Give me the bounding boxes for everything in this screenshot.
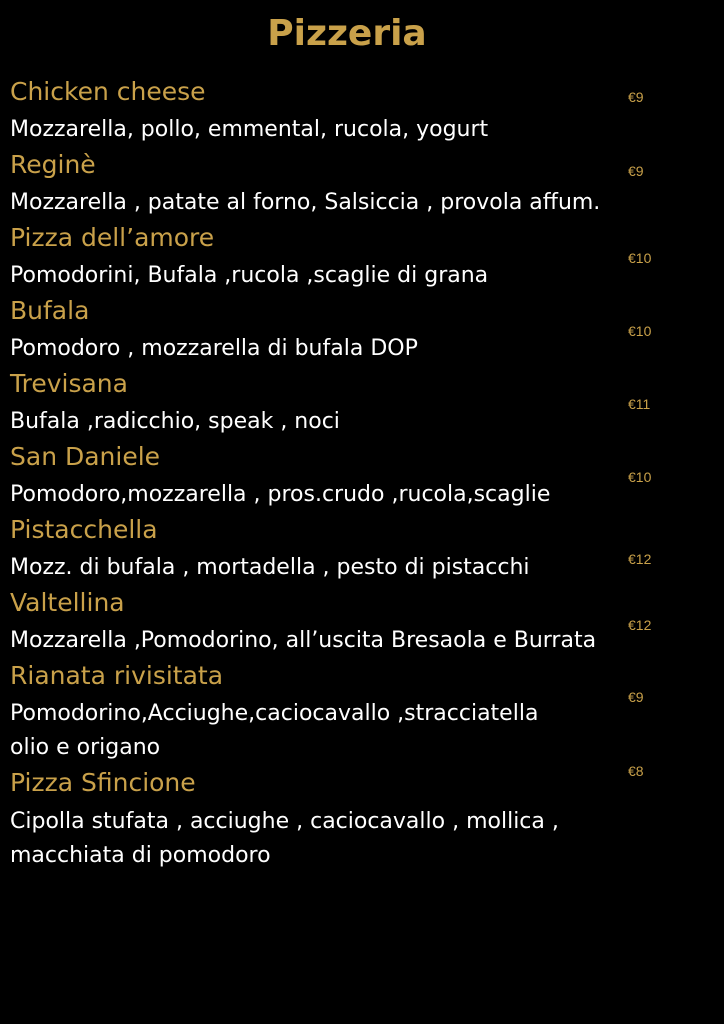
- item-name: Valtellina: [10, 588, 125, 617]
- item-description: Mozzarella, pollo, emmental, rucola, yogurt: [10, 117, 489, 142]
- menu-title: Pizzeria: [267, 13, 427, 54]
- item-price: €10: [628, 469, 652, 485]
- item-name: Chicken cheese: [10, 77, 206, 106]
- item-price: €9: [628, 163, 644, 179]
- item-description: Pomodorini, Bufala ,rucola ,scaglie di grana: [10, 263, 489, 288]
- item-price: €9: [628, 89, 644, 105]
- item-name: San Daniele: [10, 442, 161, 471]
- item-description: macchiata di pomodoro: [10, 843, 271, 868]
- item-name: Pistacchella: [10, 515, 158, 544]
- item-description: Pomodorino,Acciughe,caciocavallo ,stracciatella: [10, 701, 539, 726]
- item-description: Mozzarella , patate al forno, Salsiccia , provola affum.: [10, 190, 601, 215]
- item-name: Pizza Sfincione: [10, 768, 196, 797]
- item-name: Rianata rivisitata: [10, 661, 224, 690]
- item-price: €9: [628, 689, 644, 705]
- item-price: €10: [628, 323, 652, 339]
- item-description: Pomodoro,mozzarella , pros.crudo ,rucola,scaglie: [10, 482, 551, 507]
- item-description: Pomodoro , mozzarella di bufala DOP: [10, 336, 418, 361]
- item-description: Mozz. di bufala , mortadella , pesto di pistacchi: [10, 555, 530, 580]
- item-price: €12: [628, 551, 652, 567]
- item-description: Mozzarella ,Pomodorino, all’uscita Bresaola e Burrata: [10, 628, 597, 653]
- item-price: €12: [628, 617, 652, 633]
- item-name: Bufala: [10, 296, 90, 325]
- item-name: Pizza dell’amore: [10, 223, 215, 252]
- item-name: Reginè: [10, 150, 96, 179]
- item-price: €8: [628, 763, 644, 779]
- item-description: Cipolla stufata , acciughe , caciocavallo , mollica ,: [10, 809, 559, 834]
- item-price: €10: [628, 250, 652, 266]
- item-description: olio e origano: [10, 735, 161, 760]
- item-price: €11: [628, 396, 651, 412]
- item-description: Bufala ,radicchio, speak , noci: [10, 409, 340, 434]
- item-name: Trevisana: [10, 369, 128, 398]
